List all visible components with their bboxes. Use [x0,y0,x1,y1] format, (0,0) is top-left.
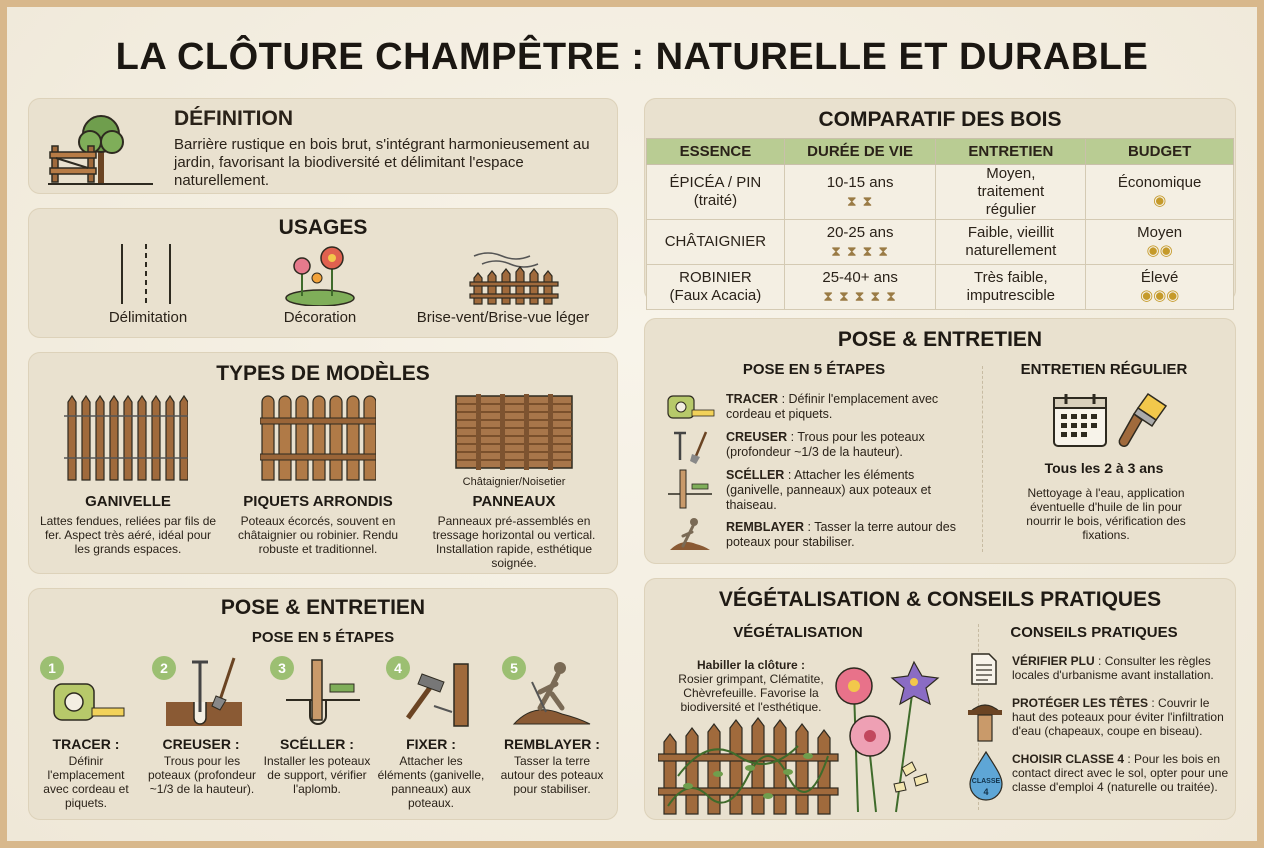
veg-text: Rosier grimpant, Clématite, Chèvrefeuille. Favorise la biodiversité et l'esthétique. [678,672,824,714]
model-desc-ganivelle: Lattes fendues, reliées par fils de fer. Aspect très aéré, idéal pour les grands espaces. [39,514,217,556]
flowers-icon [284,244,356,306]
comparatif-panel [644,98,1236,302]
document-icon [970,652,998,686]
pose-left-panel [28,588,618,820]
post-level-icon [668,468,712,512]
pose-left-subheading: POSE EN 5 ÉTAPES [251,629,395,646]
model-desc-panneaux: Panneaux pré-assemblés en tressage horizontal ou vertical. Installation rapide, esthétique soignée. [432,514,596,570]
step-name-3: SCÉLLER : [280,736,354,752]
coin-icon: ◉◉ [1146,242,1173,259]
pose-right-step-2 [726,430,956,460]
entretien-heading: ENTRETIEN RÉGULIER [1020,361,1188,378]
pose-right-divider [982,366,983,552]
backfill-person-icon [668,516,712,552]
col-header-budget: BUDGET [1086,139,1234,165]
step-desc-1: Définir l'emplacement avec cordeau et piquets. [43,754,129,810]
step-desc-4: Attacher les éléments (ganivelle, panneaux) aux poteaux. [377,754,485,810]
step-desc: : Attacher les éléments (ganivelle, panneaux) aux poteaux et thaiseau. [726,468,932,512]
step-name-5: REMBLAYER : [504,736,600,752]
step-name-4: FIXER : [406,736,456,752]
table-row [647,165,1234,220]
boundary-lines-icon [116,242,176,306]
cell-budget: Élevé [1140,269,1179,286]
tip-desc: : Pour les bois en contact direct avec le sol, opter pour une classe d'emploi 4 (naturelle ou traitée). [1012,752,1229,794]
fence-tree-icon [48,106,158,186]
step-name: TRACER [726,392,779,406]
pose-right-panel [644,318,1236,564]
definition-heading: DÉFINITION [174,107,293,130]
pose-right-subheading: POSE EN 5 ÉTAPES [742,361,886,378]
usage-label-decoration: Décoration [283,309,357,326]
comparatif-table [646,138,1234,310]
step-name: CREUSER [726,430,788,444]
classe-badge-label: CLASSE [971,778,1001,785]
entretien-text: Nettoyage à l'eau, application éventuelle d'huile de lin pour nourrir le bois, vérification des fixations. [1026,486,1186,542]
tape-measure-icon [666,394,716,422]
backfill-person-icon [512,658,592,726]
step-desc-3: Installer les poteaux de support, vérifier l'aplomb. [263,754,371,796]
model-name-panneaux: PANNEAUX [472,493,556,510]
pose-right-step-3 [726,468,956,513]
tip-3 [1012,752,1230,794]
hourglass-icon: ⧗ ⧗ [846,193,874,209]
coin-icon: ◉ [1153,192,1167,209]
col-header-essence: ESSENCE [647,139,785,165]
tape-measure-icon [50,680,126,726]
model-caption-panneaux: Châtaignier/Noisetier [462,476,566,488]
usages-heading: USAGES [278,216,368,239]
tips-heading: CONSEILS PRATIQUES [1010,624,1178,641]
fence-flowers-illustration [658,656,968,816]
col-header-entretien: ENTRETIEN [936,139,1086,165]
table-row [647,265,1234,310]
tip-desc: : Couvrir le haut des poteaux pour éviter l'infiltration d'eau (chapeaux, coupe en biseau). [1012,696,1224,738]
cell-essence: CHÂTAIGNIER [664,233,767,250]
cell-budget: Économique [1117,174,1202,191]
cell-duree: 25-40+ ans [822,269,898,286]
step-name: REMBLAYER [726,520,805,534]
step-badge-4: 4 [386,656,410,680]
models-heading: TYPES DE MODÈLES [216,362,430,385]
pose-left-heading: POSE & ENTRETIEN [220,596,426,619]
comparatif-heading: COMPARATIF DES BOIS [818,108,1062,131]
hourglass-icon: ⧗ ⧗ ⧗ ⧗ [831,243,890,259]
tip-name: VÉRIFIER PLU [1012,654,1095,668]
step-badge-2: 2 [152,656,176,680]
cell-entretien: Faible, vieillit naturellement [965,224,1057,259]
auger-shovel-icon [164,656,244,728]
post-cap-icon [966,696,1004,742]
step-badge-3: 3 [270,656,294,680]
step-badge-5: 5 [502,656,526,680]
definition-panel [28,98,618,194]
step-desc-5: Tasser la terre autour des poteaux pour stabiliser. [500,754,604,796]
veg-subheading: VÉGÉTALISATION [733,624,863,641]
pose-right-heading: POSE & ENTRETIEN [837,328,1043,351]
step-name: SCÉLLER [726,468,785,482]
woven-panel-icon [454,392,574,472]
models-panel [28,352,618,574]
step-desc: : Définir l'emplacement avec cordeau et piquets. [726,392,939,421]
windbreak-fence-icon [464,248,564,306]
usage-label-delimitation: Délimitation [108,309,188,326]
entretien-frequency: Tous les 2 à 3 ans [1044,460,1164,476]
step-desc: : Trous pour les poteaux (profondeur ~1/3 de la hauteur). [726,430,925,459]
step-desc-2: Trous pour les poteaux (profondeur ~1/3 de la hauteur). [147,754,257,796]
definition-text: Barrière rustique en bois brut, s'intégrant harmonieusement au jardin, favorisant la biodiversité et délimitant l'espace naturellement. [174,136,590,189]
vegetalisation-panel [644,578,1236,820]
paintbrush-icon [1118,390,1170,452]
cell-duree: 20-25 ans [826,224,894,241]
coin-icon: ◉◉◉ [1139,287,1180,304]
table-row [647,220,1234,265]
ganivelle-fence-icon [64,394,188,482]
calendar-icon [1052,392,1108,448]
classe-badge-number: 4 [983,787,989,797]
table-header-row [647,139,1234,165]
cell-entretien: Moyen, traitement régulier [977,165,1045,218]
usage-label-windbreak: Brise-vent/Brise-vue léger [416,309,590,326]
step-name-2: CREUSER : [162,736,240,752]
tip-name: PROTÉGER LES TÊTES [1012,696,1149,710]
tip-1 [1012,654,1228,682]
step-name-1: TRACER : [52,736,120,752]
col-header-duree: DURÉE DE VIE [784,139,936,165]
tip-name: CHOISIR CLASSE 4 [1012,752,1125,766]
auger-shovel-icon [668,430,712,466]
round-posts-fence-icon [260,394,376,482]
hourglass-icon: ⧗ ⧗ ⧗ ⧗ ⧗ [823,288,897,304]
cell-essence: ÉPICÉA / PIN (traité) [669,174,762,209]
step-badge-1: 1 [40,656,64,680]
veg-label: Habiller la clôture : [696,658,806,672]
pose-right-step-1 [726,392,956,422]
tip-desc: : Consulter les règles locales d'urbanisme avant installation. [1012,654,1214,682]
page-title: LA CLÔTURE CHAMPÊTRE : NATURELLE ET DURABLE [115,36,1149,78]
model-name-ganivelle: GANIVELLE [85,493,171,510]
model-name-piquets: PIQUETS ARRONDIS [243,493,393,510]
cell-essence: ROBINIER (Faux Acacia) [669,269,762,304]
model-desc-piquets: Poteaux écorcés, souvent en châtaignier ou robinier. Rendu robuste et traditionnel. [237,514,399,556]
cell-budget: Moyen [1137,224,1183,241]
vegetalisation-heading: VÉGÉTALISATION & CONSEILS PRATIQUES [718,588,1162,611]
cell-entretien: Très faible, imputrescible [966,269,1055,304]
post-level-icon [286,656,360,728]
hammer-nail-icon [400,662,480,728]
tip-2 [1012,696,1230,738]
step-desc: : Tasser la terre autour des poteaux pour stabiliser. [726,520,956,549]
cell-duree: 10-15 ans [826,174,894,191]
pose-right-step-4 [726,520,956,550]
usages-panel [28,208,618,338]
